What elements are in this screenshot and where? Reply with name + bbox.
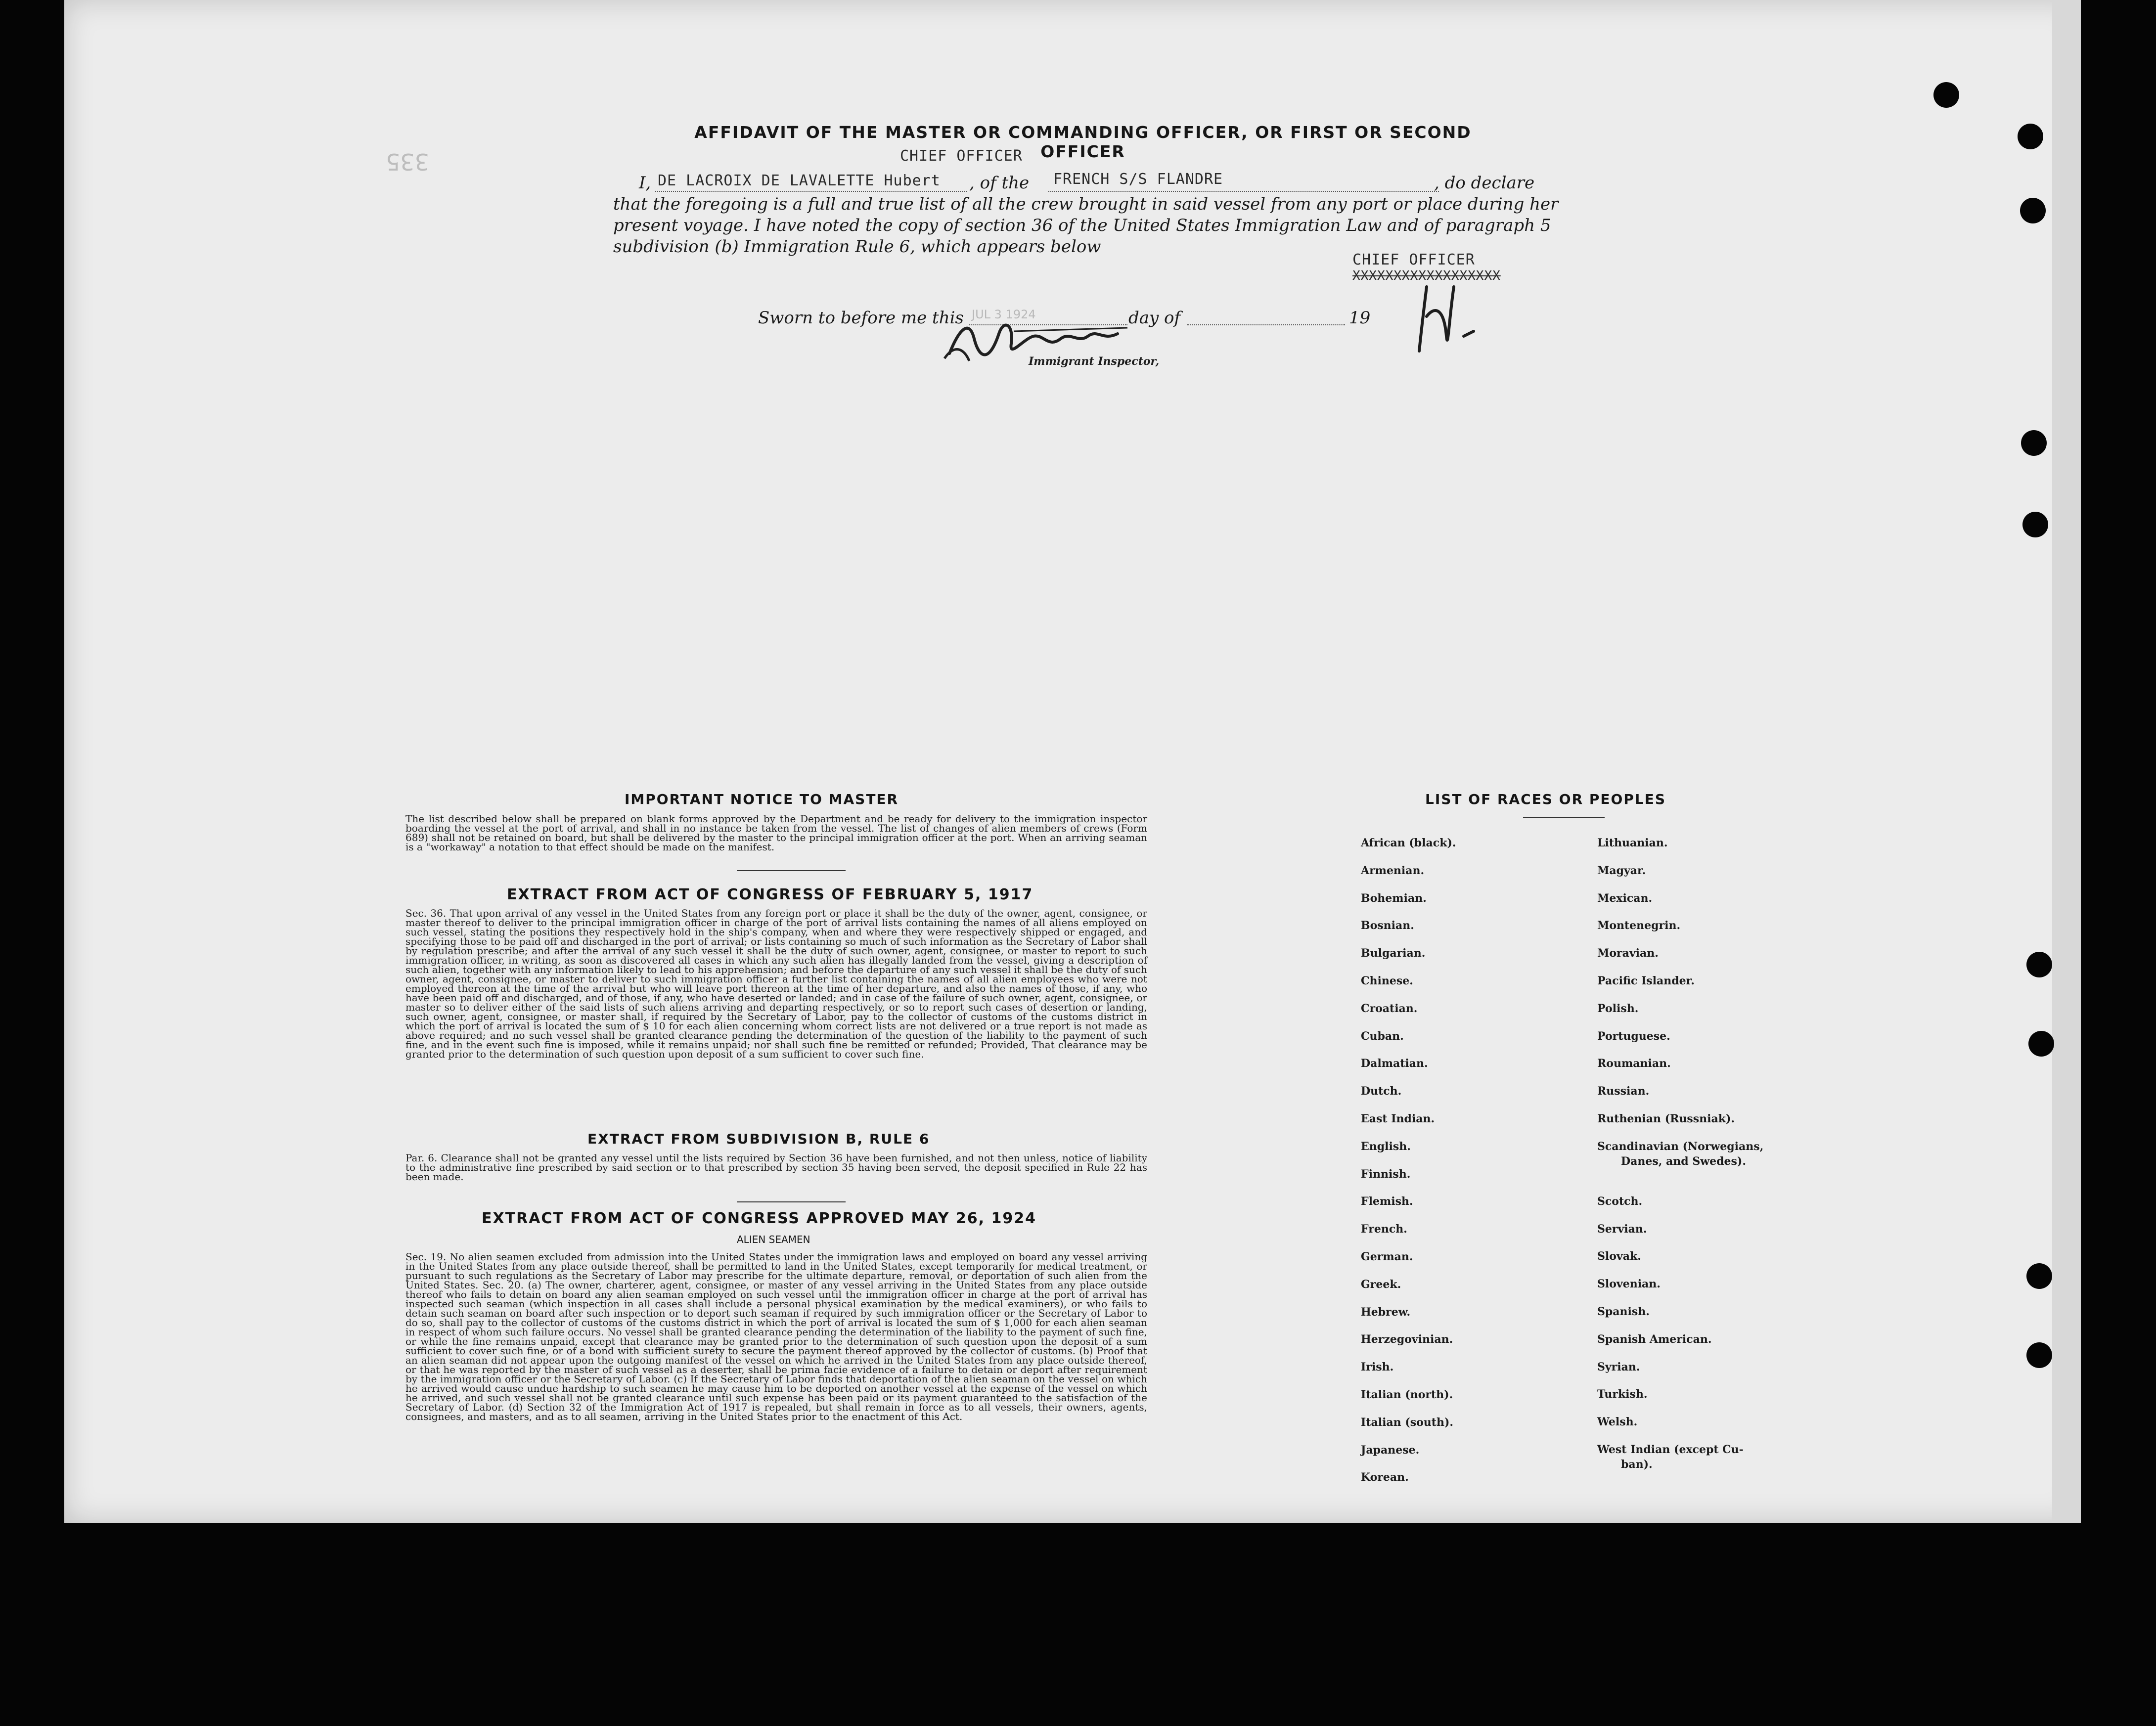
race-item: German. (1361, 1250, 1413, 1263)
race-item: English. (1361, 1140, 1411, 1153)
extract2-title: EXTRACT FROM SUBDIVISION B, RULE 6 (587, 1131, 930, 1147)
punch-hole (2021, 430, 2047, 456)
page-edge (2052, 0, 2081, 1523)
race-item: African (black). (1361, 837, 1456, 849)
race-item: Pacific Islander. (1597, 974, 1695, 987)
race-item: Dalmatian. (1361, 1057, 1428, 1070)
vessel-name: FRENCH S/S FLANDRE (1053, 171, 1223, 188)
races-column-1 (1361, 837, 1456, 1499)
race-item: West Indian (except Cu- (1597, 1443, 1744, 1456)
vessel-line (1048, 191, 1439, 192)
race-item: Danes, and Swedes). (1621, 1154, 1746, 1168)
race-item: Turkish. (1597, 1388, 1648, 1401)
race-item: Slovenian. (1597, 1278, 1661, 1291)
race-item: Armenian. (1361, 864, 1425, 877)
punch-hole (2026, 1342, 2052, 1368)
affidavit-line-2: that the foregoing is a full and true list of all the crew brought in said vessel from any port or place during her (613, 194, 1559, 214)
punch-hole (2018, 124, 2043, 149)
declarant-prefix: I, (639, 173, 651, 193)
race-item: Italian (north). (1361, 1388, 1453, 1401)
race-item: Magyar. (1597, 864, 1646, 877)
extract3-subtitle: ALIEN SEAMEN (737, 1234, 810, 1245)
punch-hole (2020, 198, 2046, 223)
name-line (655, 191, 967, 192)
race-item: Welsh. (1597, 1416, 1638, 1429)
races-column-2 (1597, 837, 1763, 1486)
rule (737, 1201, 846, 1202)
struck-title: XXXXXXXXXXXXXXXXXX (1352, 268, 1501, 283)
race-item: Bosnian. (1361, 919, 1414, 932)
typed-rank-sign: CHIEF OFFICER (1352, 251, 1475, 268)
race-item: Herzegovinian. (1361, 1333, 1453, 1346)
affidavit-title: AFFIDAVIT OF THE MASTER OR COMMANDING OFFICER, OR FIRST OR SECOND OFFICER (694, 123, 1472, 161)
extract1-text: Sec. 36. That upon arrival of any vessel in the United States from any foreign port or place it shall be the duty of the owner, agent, consignee, or master thereof to deliver to the principal immigration officer in charge of the port of arrival lists containing the names of all aliens employed on such vessel, stating the positions they respectively hold in the ship's company, when and where they were respectively shipped or engaged, and specifying those to be paid off and discharged in the port of arrival; or lists containing so much of such information as the Secretary of Labor shall by regulation prescribe; and after the arrival of any such vessel it shall be the duty of such owner, agent, consignee, or master to report to such immigration officer, in writing, as soon as discovered all cases in which any such alien has illegally landed from the vessel, giving a description of such alien, together with any information likely to lead to his apprehension; and before the departure of any such vessel it shall be the duty of such owner, agent, consignee, or master to deliver to such immigration officer a further list containing the names of all alien employees who were not employed thereon at the time of the arrival but who will leave port thereon at the time of her departure, and also the names of those, if any, who have been paid off and discharged, and of those, if any, who have deserted or landed; and in case of the failure of such owner, agent, consignee, or master so to deliver either of the said lists of such aliens arriving and departing respectively, or so to report such cases of desertion or landing, such owner, agent, consignee, or master shall, if required by the Secretary of Labor, pay to the collector of customs of the customs district in which the port of arrival is located the sum of $ 10 for each alien concerning whom correct lists are not delivered or a true report is not made as above required; and no such vessel shall be granted clearance pending the determination of the question of the liability to the payment of such fine, and in the event such fine is imposed, while it remains unpaid; nor shall such fine be remitted or refunded; Provided, That clearance may be granted prior to the determination of such question upon deposit of a sum sufficient to cover such fine. (405, 907, 1147, 1060)
race-item: Moravian. (1597, 947, 1659, 960)
race-item: ban). (1621, 1458, 1653, 1471)
officer-signature (1399, 277, 1518, 366)
race-item: Croatian. (1361, 1002, 1418, 1015)
race-item: Bulgarian. (1361, 947, 1426, 960)
inspector-label: Immigrant Inspector, (1029, 355, 1160, 368)
extract2-text: Par. 6. Clearance shall not be granted any vessel until the lists required by Section 36 have been furnished, and not then unless, notice of liability to the administrative fine prescribed by said section or to that prescribed by section 35 having been served, the deposit specified in Rule 22 has been made. (405, 1152, 1147, 1183)
declarant-name: DE LACROIX DE LAVALETTE Hubert (658, 172, 941, 189)
punch-hole (1933, 82, 1959, 108)
extract1-title: EXTRACT FROM ACT OF CONGRESS OF FEBRUARY 5, 1917 (507, 886, 1033, 903)
race-item: Greek. (1361, 1278, 1401, 1291)
race-item: Scandinavian (Norwegians, (1597, 1140, 1764, 1153)
race-item: Korean. (1361, 1471, 1409, 1484)
race-item: Irish. (1361, 1361, 1394, 1374)
affidavit-line-3: present voyage. I have noted the copy of section 36 of the United States Immigration Law and of paragraph 5 (613, 216, 1551, 235)
race-item: Syrian. (1597, 1360, 1640, 1373)
sworn-label: Sworn to before me this (758, 308, 964, 328)
race-item: Lithuanian. (1597, 837, 1668, 849)
extract3-title: EXTRACT FROM ACT OF CONGRESS APPROVED MAY 26, 1924 (482, 1210, 1036, 1227)
race-item: Portuguese. (1597, 1029, 1670, 1043)
races-title: LIST OF RACES OR PEOPLES (1425, 791, 1666, 807)
race-item: Mexican. (1597, 891, 1653, 905)
notice-paragraph: The list described below shall be prepared on blank forms approved by the Department and be ready for delivery to the immigration inspector boarding the vessel at the port of arrival, and shall in no instance be taken from the vessel. The list of changes of alien members of crews (Form 689) shall not be retained on board, but shall be delivered by the master to the principal immigration officer at the port. When an arriving seaman is a "workaway" a notation to that effect should be made on the manifest. (405, 813, 1147, 853)
race-item: East Indian. (1361, 1112, 1435, 1125)
punch-hole (2028, 1031, 2054, 1057)
date-stamp: JUL 3 1924 (972, 308, 1036, 321)
punch-hole (2026, 952, 2052, 977)
punch-hole (2026, 1263, 2052, 1289)
race-item: Bohemian. (1361, 891, 1427, 905)
race-item: Polish. (1597, 1002, 1639, 1015)
race-item: Dutch. (1361, 1085, 1402, 1098)
race-item: Spanish American. (1597, 1332, 1712, 1346)
month-line (1187, 324, 1345, 325)
affidavit-line-4: subdivision (b) Immigration Rule 6, which appears below (613, 237, 1101, 257)
do-declare-label: , do declare (1434, 173, 1535, 193)
race-item: Italian (south). (1361, 1416, 1454, 1429)
race-item: Cuban. (1361, 1029, 1404, 1043)
punch-hole (2022, 512, 2048, 537)
race-item: Slovak. (1597, 1250, 1641, 1263)
race-item: Scotch. (1597, 1195, 1643, 1208)
race-item: Montenegrin. (1597, 919, 1681, 932)
typed-rank-top: CHIEF OFFICER (900, 147, 1023, 165)
race-item: Servian. (1597, 1222, 1647, 1236)
notice-title: IMPORTANT NOTICE TO MASTER (625, 791, 899, 807)
day-of-label: day of (1128, 308, 1181, 328)
race-item: Roumanian. (1597, 1057, 1671, 1070)
extract3-text: Sec. 19. No alien seamen excluded from admission into the United States under the immigration laws and employed on board any vessel arriving in the United States from any place outside thereof, shall be permitted to land in the United States, except temporarily for medical treatment, or pursuant to such regulations as the Secretary of Labor may prescribe for the ultimate departure, removal, or deportation of such alien from the United States. Sec. 20. (a) The owner, charterer, agent, consignee, or master of any vessel arriving in the United States from any place outside thereof who fails to detain on board any alien seaman employed on such vessel until the immigration officer in charge at the port of arrival has inspected such seaman (which inspection in all cases shall include a personal physical examination by the medical examiners), or who fails to detain such seaman on board after such inspection or to deport such seaman if required by such immigration officer or the Secretary of Labor to do so, shall pay to the collector of customs of the customs district in which the port of arrival is located the sum of $ 1,000 for each alien seaman in respect of whom such failure occurs. No vessel shall be granted clearance pending the determination of the liability to the payment of such fine, or while the fine remains unpaid, except that clearance may be granted prior to the determination of such question upon the deposit of a sum sufficient to cover such fine, or of a bond with sufficient surety to secure the payment thereof approved by the collector of customs. (b) Proof that an alien seaman did not appear upon the outgoing manifest of the vessel on which he arrived in the United States from any place outside thereof, or that he was reported by the master of such vessel as a deserter, shall be prima facie evidence of a failure to detain or deport after requirement by the immigration officer or the Secretary of Labor. (c) If the Secretary of Labor finds that deportation of the alien seaman on the vessel on which he arrived would cause undue hardship to such seamen he may cause him to be deported on another vessel at the expense of the vessel on which he arrived, and such vessel shall not be granted clearance until such expense has been paid or its payment guaranteed to the satisfaction of the Secretary of Labor. (d) Section 32 of the Immigration Act of 1917 is repealed, but shall remain in force as to all vessels, their owners, agents, consignees, and masters, and as to all seamen, arriving in the United States prior to the enactment of this Act. (405, 1251, 1147, 1422)
race-item: Flemish. (1361, 1195, 1413, 1208)
year-label: 19 (1349, 308, 1371, 328)
rule (737, 870, 846, 871)
race-item: Russian. (1597, 1085, 1650, 1098)
rule (1523, 817, 1605, 818)
race-item: Chinese. (1361, 974, 1413, 987)
race-item: French. (1361, 1223, 1407, 1236)
race-item: Ruthenian (Russniak). (1597, 1112, 1735, 1125)
race-item: Finnish. (1361, 1167, 1411, 1181)
race-item: Japanese. (1361, 1443, 1420, 1457)
race-item: Spanish. (1597, 1305, 1650, 1318)
page-number: 335 (386, 148, 429, 175)
of-the-label: , of the (969, 173, 1030, 193)
race-item: Hebrew. (1361, 1305, 1411, 1319)
